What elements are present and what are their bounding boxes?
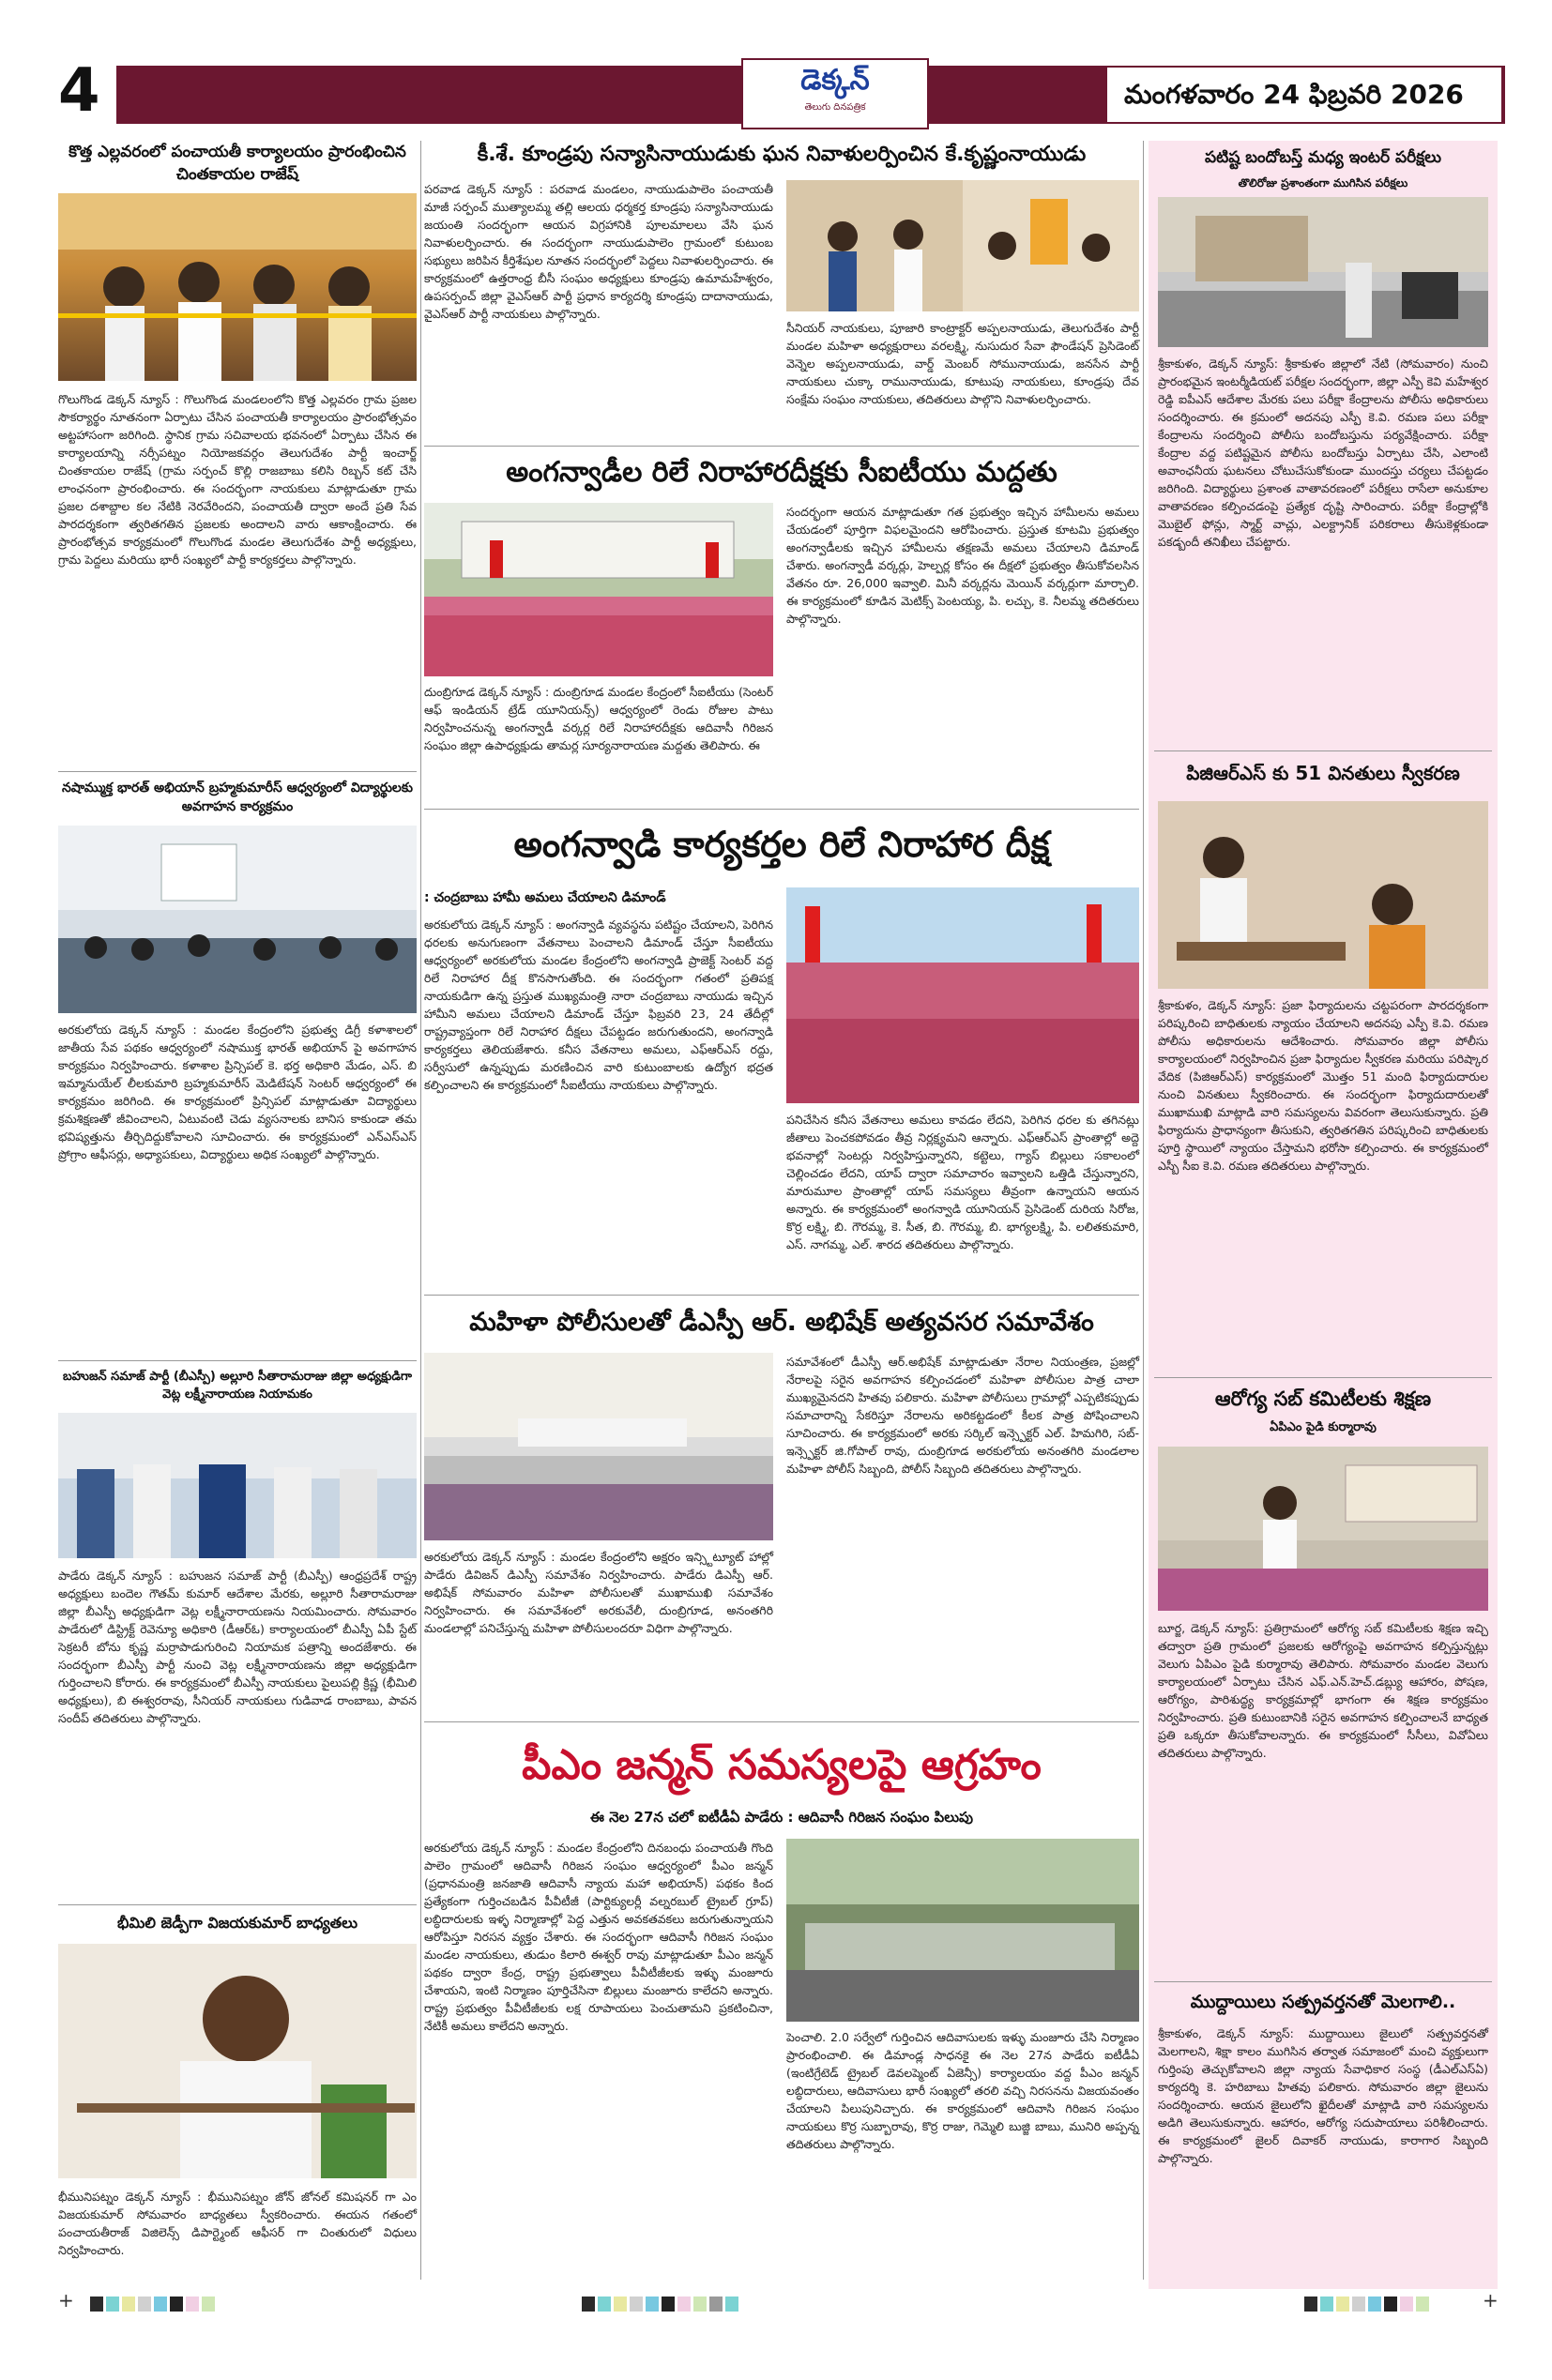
divider xyxy=(1154,750,1492,751)
headline: పటిష్ట బందోబస్త్ మధ్య ఇంటర్ పరీక్షలు xyxy=(1204,148,1442,167)
left-column xyxy=(58,141,417,2268)
crop-mark-left: + xyxy=(58,2289,74,2312)
story-body: శ్రీకాకుళం, డెక్కన్ న్యూస్: ముద్దాయిలు జైలులో సత్ప్రవర్తనతో మెలగాలని, శిక్షా కాలం ముగిసిన తర్వాత సమాజంలో మంచి వ్యక్తులుగా గుర్తింపు తెచ్చుకోవాలని జిల్లా న్యాయ సేవాధికార సంస్థ (డీఎల్ఎస్ఏ) కార్యదర్శి కె. హరిబాబు హితవు పలికారు. సోమవారం జిల్లా జైలును సందర్శించారు. ఆయన జైలులోని ఖైదీలతో మాట్లాడి వారి సమస్యలను అడిగి తెలుసుకున్నారు. ఆహారం, ఆరోగ్య సదుపాయాలు పరిశీలించారు. ఈ కార్యక్రమంలో జైలర్ దివాకర్ నాయుడు, కారాగార సిబ్బంది పాల్గొన్నారు. xyxy=(1158,2026,1488,2165)
story-body-right: సందర్భంగా ఆయన మాట్లాడుతూ గత ప్రభుత్వం ఇచ్చిన హామీలను అమలు చేయడంలో పూర్తిగా విఫలమైందని ఆరోపించారు. ప్రస్తుత కూటమి ప్రభుత్వం అంగన్వాడీలకు ఇచ్చిన హామీలను తక్షణమే అమలు చేయాలని డిమాండ్ చేశారు. అంగన్వాడీ వర్కర్లు, హెల్పర్ల కోసం ఈ దీక్షలో ప్రభుత్వం తీసుకోవలసిన వేతనం రూ. 26,000 ఇవ్వాలి. మినీ వర్కర్లను మెయిన్ వర్కర్లుగా మార్చాలి. ఈ కార్యక్రమంలో కూడిన మెటిక్స్ పెంటయ్య, పి. లచ్చు, కె. నీలమ్మ తదితరులు పాల్గొన్నారు. xyxy=(786,505,1139,626)
appointment-photo xyxy=(58,1413,417,1558)
photo-illustration xyxy=(424,1353,773,1540)
photo-illustration xyxy=(58,1944,417,2178)
photo-illustration xyxy=(58,1413,417,1558)
column-divider xyxy=(1143,141,1144,2280)
story-body-left: దుంబ్రిగూడ డెక్కన్ న్యూస్ : దుంబ్రిగూడ మండల కేంద్రంలో సీఐటీయు (సెంటర్ ఆఫ్ ఇండియన్ ట్రేడ్ యూనియన్స్) ఆధ్వర్యంలో రెండు రోజుల పాటు నిర్వహించనున్న అంగన్వాడీ వర్కర్ల రిలే నిరాహారదీక్షకు ఆదివాసీ గిరిజన సంఘం జిల్లా ఉపాధ్యక్షుడు తామర్ల సూర్యనారాయణ మద్దతు తెలిపారు. ఈ xyxy=(424,685,773,752)
subhead: తొలిరోజు ప్రశాంతంగా ముగిసిన పరీక్షలు xyxy=(1238,176,1408,189)
ribbon-cutting-photo xyxy=(58,193,417,381)
story-body-right: పనిచేసిన కనీస వేతనాలు అమలు కావడం లేదని, పెరిగిన ధరల కు తగినట్లు జీతాలు పెంచకపోవడం తీవ్ర నిర్లక్ష్యమని ఆన్నారు. ఎఫ్ఆర్ఎస్ ప్రాంతాల్లో అద్దె భవనాల్లో సెంటర్లు నిర్వహిస్తున్నారని, కట్టెలు, గ్యాస్ బిల్లులు సకాలంలో చెల్లించడం లేదని, యాప్ ద్వారా సమాచారం ఇవ్వాలని ఒత్తిడి చేస్తున్నారని, మారుమూల ప్రాంతాల్లో యాప్ సమస్యలు తీవ్రంగా ఉన్నాయని ఆయన అన్నారు. ఈ కార్యక్రమంలో అంగన్వాడి యూనియన్ ప్రెసిడెంట్ దురియ సిరోజ, కొర్ర లక్ష్మి, బి. గౌరమ్మ, కె. సీత, బి. గౌరమ్మ, బి. భాగ్యలక్ష్మి, పి. లలితకుమారి, ఎస్. నాగమ్మ, ఎల్. శారద తదితరులు పాల్గొన్నారు. xyxy=(786,1113,1139,1251)
story-body: పాడేరు డెక్కన్ న్యూస్ : బహుజన సమాజ్ పార్టీ (బీఎస్పీ) ఆంధ్రప్రదేశ్ రాష్ట్ర అధ్యక్షులు బందెల గౌతమ్ కుమార్ ఆదేశాల మేరకు, అల్లూరి సీతారామరాజు జిల్లా బీఎస్పీ అధ్యక్షుడిగా వెట్ల లక్ష్మీనారాయణను నియమించారు. సోమవారం పాడేరులో డిస్ట్రిక్ట్ రెవెన్యూ అధికారి (డీఆర్ఓ) కార్యాలయంలో బీఎస్పీ ఏపీ స్టేట్ సెక్రటరీ బోను కృష్ణ మర్రాపాడుగురించి నియామక పత్రాన్ని అందజేశారు. ఈ సందర్భంగా బీఎస్పీ పార్టీ నుంచి వెట్ల లక్ష్మీనారాయణను జిల్లా అధ్యక్షుడిగా గుర్తించాలని కోరారు. ఈ కార్యక్రమంలో బీఎస్పీ నాయకులు పైలుపల్లి క్రిష్ణ (భీమిలి అధ్యక్షులు), బి ఈశ్వరరావు, సీనియర్ నాయకులు గుడివాడ రాంబాబు, పావన సందీప్ తదితరులు పాల్గొన్నారు. xyxy=(58,1569,417,1725)
story-body: పరవాడ డెక్కన్ న్యూస్ : పరవాడ మండలం, నాయుడుపాలెం పంచాయతీ మాజీ సర్పంచ్ ముత్యాలమ్మ తల్లి ఆలయ ధర్మకర్త కూండ్రపు సన్యాసినాయుడు జయంతి సందర్భంగా ఆయన విగ్రహానికి పూలమాలలు వేసి ఘన నివాళులర్పించారు. ఈ సందర్భంగా నాయుడుపాలెం గ్రామంలో కుటుంబ సభ్యులు జరిపిన కీర్తిశేషుల నూతన సందర్భంలో పెద్దలు నివాళులర్పించారు. ఈ కార్యక్రమంలో ఉత్తరాంధ్ర బీసీ సంఘం అధ్యక్షులు కూండ్రపు ఉమామహేశ్వరం, ఉపసర్పంచ్ జిల్లా వైఎస్ఆర్ పార్టీ ప్రధాన కార్యదర్శి కూండ్రపు దాదానాయుడు, వైఎస్ఆర్ పార్టీ నాయకులు పాల్గొన్నారు. xyxy=(424,182,773,321)
story-caption: సీనియర్ నాయకులు, పూజారి కాంట్రాక్టర్ అప్పలనాయుడు, తెలుగుదేశం పార్టీ మండల మహిళా అధ్యక్షురాలు వరలక్ష్మి, నుసుదుర సేవా ఫౌండేషన్ ప్రెసిడెంట్ వెన్నెల అప్పలనాయుడు, వార్డ్ మెంబర్ సోమునాయుడు, జనసేన పార్టీ నాయకులు చుక్కా రామునాయుడు, కూటుపు నాయకులు, కూండ్రపు దేవ సంక్షేమ సంఘం నాయకులు, తదితరులు పాల్గొని నివాళులర్పించారు. xyxy=(786,321,1139,406)
story-body: శ్రీకాకుళం, డెక్కన్ న్యూస్: శ్రీకాకుళం జిల్లాలో నేటి (సోమవారం) నుంచి ప్రారంభమైన ఇంటర్మీడియట్ పరీక్షల సందర్భంగా, జిల్లా ఎస్పీ కెవి మహేశ్వర రెడ్డి ఐపీఎస్ ఆదేశాల మేరకు పలు పరీక్షా కేంద్రాలను పోలీసు అధికారులు సందర్శించారు. ఈ క్రమంలో అదనపు ఎస్పీ కె.వి. రమణ పలు పరీక్షా కేంద్రాలను సందర్శించి పోలీసు బందోబస్తును పర్యవేక్షించారు. పరీక్షా కేంద్రాల వద్ద పటిష్టమైన పోలీసు బందోబస్తు ఏర్పాటు చేసి, ఎలాంటి అవాంఛనీయ ఘటనలు చోటుచేసుకోకుండా ముందస్తు చర్యలు చేపట్టడం జరిగింది. విద్యార్థులు ప్రశాంత వాతావరణంలో పరీక్షలు రాసేలా అనుకూల వాతావరణం కల్పించడంపై ప్రత్యేక దృష్టి సారించారు. పరీక్షా కేంద్రాల్లోకి మొబైల్ ఫోన్లు, స్మార్ట్ వాచ్లు, ఎలక్ట్రానిక్ పరికరాలు తీసుకెళ్లకుండా పకడ్బందీ తనిఖీలు చేపట్టారు. xyxy=(1158,356,1488,549)
meeting-photo xyxy=(424,1353,773,1540)
tribal-protest-photo xyxy=(786,1839,1139,2022)
column-divider xyxy=(420,141,421,2280)
story-body-right: సమావేశంలో డీఎస్పీ ఆర్.అభిషేక్ మాట్లాడుతూ నేరాల నియంత్రణ, ప్రజల్లో నేరాలపై సరైన అవగాహన కల్పించడంలో మహిళా పోలీసుల పాత్ర చాలా ముఖ్యమైనదని హితవు పలికారు. మహిళా పోలీసులు గ్రామాల్లో ఎప్పటికప్పుడు సమాచారాన్ని సేకరిస్తూ నేరాలను అరికట్టడంలో కీలక పాత్ర పోషించాలని సూచించారు. ఈ కార్యక్రమంలో అరకు సర్కిల్ ఇన్స్పెక్టర్ ఎల్. హిమగిరి, సబ్-ఇన్స్పెక్టర్ జి.గోపాల్ రావు, దుంబ్రిగూడ అరకులోయ అనంతగిరి మండలాల మహిళా పోలీస్ సిబ్బంది, పోలీస్ సిబ్బంది తదితరులు పాల్గొన్నారు. xyxy=(786,1355,1139,1476)
left-story-1 xyxy=(58,141,417,567)
right-column xyxy=(1149,141,1498,2289)
masthead-title: డెక్కన్ xyxy=(800,64,870,97)
divider xyxy=(1154,1981,1492,1982)
protest-photo xyxy=(424,503,773,676)
headline: కీ.శే. కూండ్రపు సన్యాసినాయుడుకు ఘన నివాళులర్పించిన కే.కృష్ణంనాయుడు xyxy=(477,143,1087,166)
headline: అంగన్వాడీల రిలే నిరాహారదీక్షకు సీఐటీయు మద్దతు xyxy=(506,456,1057,489)
story-body-right: పెంచాలి. 2.0 సర్వేలో గుర్తించిన ఆదివాసులకు ఇళ్ళు మంజూరు చేసి నిర్మాణం ప్రారంభించాలి. ఈ డిమాండ్ల సాధనకై ఈ నెల 27న పాడేరు ఐటీడీఏ (ఇంటిగ్రేటెడ్ ట్రైబల్ డెవలప్మెంట్ ఏజెన్సీ) కార్యాలయం వద్ద పీఎం జన్మన్ లబ్ధిదారులు, ఆదివాసులు భారీ సంఖ్యలో తరలి వచ్చి నిరసనను విజయవంతం చేయాలని పిలుపునిచ్చారు. ఈ కార్యక్రమంలో ఆదివాసి గిరిజన సంఘం నాయకులు కొర్ర సుబ్బారావు, కొర్ర రాజు, గెమ్మెలి బుజ్జి బాబు, మునిరి అప్పన్న తదితరులు పాల్గొన్నారు. xyxy=(786,2030,1139,2151)
tribute-photo xyxy=(786,180,1139,311)
page-number: 4 xyxy=(58,56,100,126)
subhead: ఈ నెల 27న చలో ఐటీడీఏ పాడేరు : ఆదివాసీ గిరిజన సంఘం పిలుపు xyxy=(590,1809,973,1826)
photo-illustration xyxy=(1158,197,1488,347)
left-story-3 xyxy=(58,1368,417,1725)
story-body-left: అరకులోయ డెక్కన్ న్యూస్ : మండల కేంద్రంలోని దినబంధు పంచాయతీ గొంది పాలెం గ్రామంలో ఆదివాసీ గిరిజన సంఘం ఆధ్వర్యంలో పీఎం జన్మన్ (ప్రధానమంత్రి జనజాతి ఆదివాసీ న్యాయ మహా అభియాన్) పథకం కింద ప్రత్యేకంగా గుర్తించబడిన పీవీటీజీ (పార్టిక్యులర్లీ వల్నరబుల్ ట్రైబల్ గ్రూప్) లబ్ధిదారులకు ఇళ్ళ నిర్మాణాల్లో పెద్ద ఎత్తున అవకతవకలు జరుగుతున్నాయని ఆరోపిస్తూ నిరసన వ్యక్తం చేశారు. ఈ సందర్భంగా ఆదివాసీ గిరిజన సంఘం మండల నాయకులు, తుడుం కిలారి ఈశ్వర్ రావు మాట్లాడుతూ పీఎం జన్మన్ పథకం ద్వారా కేంద్ర, రాష్ట్ర ప్రభుత్వాలు పీవీటీజీలకు ఇళ్ళు మంజూరు చేశాయని, ఇంటి నిర్మాణం పూర్తిచేసినా బిల్లులు మంజూరు కాలేదని అన్నారు. రాష్ట్ర ప్రభుత్వం పీవీటీజీలకు లక్ష రూపాయలు పెంచుతామని ప్రకటించినా, నేటికీ అమలు కాలేదని అన్నారు. xyxy=(424,1841,773,2033)
divider xyxy=(424,1295,1139,1296)
color-bar-right xyxy=(1304,2297,1432,2312)
story-body: భీమునిపట్నం డెక్కన్ న్యూస్ : భీమునిపట్నం జోన్ జోనల్ కమిషనర్ గా ఎం విజయకుమార్ సోమవారం బాధ్యతలు స్వీకరించారు. ఈయన గతంలో పంచాయతీరాజ్ విజిలెన్స్ డిపార్ట్మెంట్ ఆఫీసర్ గా చింతురులో విధులు నిర్వహించారు. xyxy=(58,2190,417,2257)
left-story-2 xyxy=(58,779,417,1161)
exam-center-photo xyxy=(1158,197,1488,347)
divider xyxy=(424,809,1139,810)
divider xyxy=(58,1360,417,1361)
divider xyxy=(58,771,417,772)
photo-illustration xyxy=(424,503,773,676)
photo-illustration xyxy=(786,1839,1139,2022)
headline: ముద్దాయిలు సత్ప్రవర్తనతో మెలగాలి.. xyxy=(1190,1992,1456,2012)
photo-illustration xyxy=(58,193,417,381)
story-body: గొలుగొండ డెక్కన్ న్యూస్ : గొలుగొండ మండలంలోని కొత్త ఎల్లవరం గ్రామ ప్రజల సౌకర్యార్థం నూతనంగా ఏర్పాటు చేసిన పంచాయతీ కార్యాలయం ప్రారంభోత్సవం అట్టహాసంగా జరిగింది. స్థానిక గ్రామ సచివాలయ భవనంలో ఏర్పాటు చేసిన ఈ కార్యాలయాన్ని నర్సీపట్నం నియోజకవర్గం తెలుగుదేశం పార్టీ ఇంచార్జ్ చింతకాయల రాజేష్ (గ్రామ సర్పంచ్ కొల్లి రాజబాబు కలిసి రిబ్బన్ కట్ చేసి లాంఛనంగా ప్రారంభించారు. ఈ సందర్భంగా నాయకులు మాట్లాడుతూ గ్రామ ప్రజల దశాబ్దాల కల నేటికి నెరవేరిందని, పంచాయతీ ద్వారా అందే ప్రతి సేవ పారదర్శకంగా త్వరితగతిన ప్రజలకు అందాలని వారు ఆకాంక్షించారు. ఈ ప్రారంభోత్సవ కార్యక్రమంలో గొలుగొండ మండల తెలుగుదేశం పార్టీ అధ్యక్షులు, గ్రామ పెద్దలు మరియు భారీ సంఖ్యలో పార్టీ కార్యకర్తలు పాల్గొన్నారు. xyxy=(58,392,417,567)
issue-date: మంగళవారం 24 ఫిబ్రవరి 2026 xyxy=(1107,68,1501,122)
headline: భీమిలి జెడ్పీగా విజయకుమార్ బాధ్యతలు xyxy=(116,1914,358,1932)
crop-mark-right: + xyxy=(1483,2289,1499,2312)
photo-illustration xyxy=(58,826,417,1013)
classroom-photo xyxy=(58,826,417,1013)
divider xyxy=(58,1904,417,1905)
left-story-4 xyxy=(58,1912,417,2257)
divider xyxy=(424,446,1139,447)
headline: పిజిఆర్ఎస్ కు 51 వినతులు స్వీకరణ xyxy=(1186,762,1460,784)
divider xyxy=(424,1721,1139,1722)
hunger-strike-photo xyxy=(786,887,1139,1103)
headline: కొత్త ఎల్లవరంలో పంచాయతీ కార్యాలయం ప్రారంభించిన చింతకాయల రాజేష్ xyxy=(68,143,406,184)
headline: నషామ్ముక్త భారత్ అభియాన్ బ్రహ్మకుమారీస్ ఆధ్వర్యంలో విద్యార్థులకు అవగాహన కార్యక్రమం xyxy=(61,781,413,814)
masthead-logo xyxy=(741,58,929,129)
headline: బహుజన్ సమాజ్ పార్టీ (బీఎస్పీ) అల్లూరి సీతారామరాజు జిల్లా అధ్యక్షుడిగా వెట్ల లక్ష్మీనారాయణ నియామకం xyxy=(62,1370,413,1402)
headline: పీఎం జన్మన్ సమస్యలపై ఆగ్రహం xyxy=(522,1741,1042,1789)
photo-illustration xyxy=(1158,1447,1488,1611)
story-body: అరకులోయ డెక్కన్ న్యూస్ : మండల కేంద్రంలోని ప్రభుత్వ డిగ్రీ కళాశాలలో జాతీయ సేవ పథకం ఆధ్వర్యంలో నషాముక్త భారత్ అభియాన్ పై అవగాహన కార్యక్రమం నిర్వహించారు. కళాశాల ప్రిన్సిపల్ కె. భర్త అధికారి మేడం, ఎస్. బి ఇమ్మానుయేల్ లీలకుమారి బ్రహ్మకుమారీస్ మెడిటేషన్ సెంటర్ ఆధ్వర్యంలో ఈ కార్యక్రమం జరిగింది. ఈ కార్యక్రమంలో ప్రిన్సిపల్ మాట్లాడుతూ విద్యార్థులు క్రమశిక్షణతో జీవించాలని, ఏటువంటి చెడు వ్యసనాలకు బానిస కాకుండా తమ భవిష్యత్తును తీర్చిదిద్దుకోవాలని సూచించారు. ఈ కార్యక్రమంలో ఎన్ఎస్ఎస్ ప్రోగ్రాం ఆఫీసర్లు, అధ్యాపకులు, విద్యార్థులు అధిక సంఖ్యలో పాల్గొన్నారు. xyxy=(58,1023,417,1161)
officer-photo xyxy=(58,1944,417,2178)
photo-illustration xyxy=(1158,801,1488,989)
story-body-left: అరకులోయ డెక్కన్ న్యూస్ : అంగన్వాడి వ్యవస్థను పటిష్టం చేయాలని, పెరిగిన ధరలకు అనుగుణంగా వేతనాలు పెంచాలని డిమాండ్ చేస్తూ సీఐటీయు ఆధ్వర్యంలో అరకులోయ మండల కేంద్రంలోని అంగన్వాడి ప్రాజెక్ట్ సెంటర్ వద్ద రిలే నిరాహార దీక్ష కొనసాగుతోంది. ఈ సందర్భంగా గతంలో ప్రతిపక్ష నాయకుడిగా ఉన్న ప్రస్తుత ముఖ్యమంత్రి నారా చంద్రబాబు నాయుడు ఇచ్చిన హామీని అమలు చేయాలని డిమాండ్ చేస్తూ ఫిబ్రవరి 23, 24 తేదీల్లో రాష్ట్రవ్యాప్తంగా రిలే నిరాహార దీక్షలు చేపట్టడం జరుగుతుందని, అంగన్వాడి కార్యకర్తలు తెలియజేశారు. కనీస వేతనాలు అమలు, ఎఫ్ఆర్ఎస్ రద్దు, సర్వీసులో ఉన్నప్పుడు మరణించిన వారి కుటుంబాలకు ఉద్యోగ భద్రత కల్పించాలని ఈ కార్యక్రమంలో సీఐటీయు నాయకులు పాల్గొన్నారు. xyxy=(424,917,773,1092)
photo-illustration xyxy=(786,887,1139,1103)
color-bar-left xyxy=(90,2297,218,2312)
divider xyxy=(1154,1377,1492,1378)
grievance-photo xyxy=(1158,801,1488,989)
story-body-left: అరకులోయ డెక్కన్ న్యూస్ : మండల కేంద్రంలోని అక్షరం ఇన్స్టిట్యూట్ హాల్లో పాడేరు డివిజన్ డిఎస్పీ సమావేశం నిర్వహించారు. పాడేరు డిఎస్పీ ఆర్. అభిషేక్ సోమవారం మహిళా పోలీసులతో ముఖాముఖి సమావేశం నిర్వహించారు. ఈ సమావేశంలో అరకువేలీ, దుంబ్రిగూడ, అనంతగిరి మండలాల్లో పనిచేస్తున్న మహిళా పోలీసులందరూ విధిగా పాల్గొన్నారు. xyxy=(424,1550,773,1635)
headline: ఆరోగ్య సబ్ కమిటీలకు శిక్షణ xyxy=(1214,1387,1432,1410)
story-body: బూర్జ, డెక్కన్ న్యూస్: ప్రతిగ్రామంలో ఆరోగ్య సబ్ కమిటీలకు శిక్షణ ఇచ్చి తద్వారా ప్రతి గ్రామంలో ప్రజలకు ఆరోగ్యంపై అవగాహన కల్పిస్తున్నట్లు వెలుగు ఏపిఎం పైడి కుర్మారావు తెలిపారు. సోమవారం మండల వెలుగు కార్యాలయంలో ఏర్పాటు చేసిన ఎఫ్.ఎన్.హెచ్.డబ్ల్యు ఆహారం, పోషణ, ఆరోగ్యం, పారిశుద్ధ్య కార్యక్రమాల్లో భాగంగా ఈ శిక్షణ కార్యక్రమం నిర్వహించారు. ప్రతి కుటుంబానికి సరైన అవగాహన కల్పించాలనే బాధ్యత ప్రతి ఒక్కరూ తీసుకోవాలన్నారు. ఈ కార్యక్రమంలో సీసీలు, వివోఏలు తదితరులు పాల్గొన్నారు. xyxy=(1158,1621,1488,1760)
story-body: శ్రీకాకుళం, డెక్కన్ న్యూస్: ప్రజా ఫిర్యాదులను చట్టపరంగా పారదర్శకంగా పరిష్కరించి బాధితులకు న్యాయం చేయాలని అదనపు ఎస్పీ కె.వి. రమణ పోలీసు అధికారులను ఆదేశించారు. సోమవారం జిల్లా పోలీసు కార్యాలయంలో నిర్వహించిన ప్రజా ఫిర్యాదుల స్వీకరణ మరియు పరిష్కార వేదిక (పిజిఆర్ఎస్) కార్యక్రమంలో మొత్తం 51 మంది ఫిర్యాదుదారుల నుంచి వినతులు స్వీకరించారు. ఈ సందర్భంగా ఫిర్యాదుదారులతో ముఖాముఖి మాట్లాడి వారి సమస్యలను వివరంగా తెలుసుకున్నారు. ప్రతి ఫిర్యాదును ప్రాధాన్యంగా తీసుకుని, త్వరితగతిన పరిష్కరించి బాధితులకు పూర్తి స్థాయిలో న్యాయం చేస్తామని భరోసా కల్పించారు. ఈ కార్యక్రమంలో ఎస్బీ సీఐ కె.వి. రమణ తదితరులు పాల్గొన్నారు. xyxy=(1158,998,1488,1173)
color-bar-center xyxy=(582,2297,741,2312)
masthead-subtitle: తెలుగు దినపత్రిక xyxy=(804,102,866,113)
subhead: ఏపిఎం పైడి కుర్మారావు xyxy=(1270,1420,1377,1434)
headline: అంగన్వాడి కార్యకర్తల రిలే నిరాహార దీక్ష xyxy=(513,824,1050,865)
subhead: : చంద్రబాబు హామీ అమలు చేయాలని డిమాండ్ xyxy=(424,890,666,905)
headline: మహిళా పోలీసులతో డీఎస్పీ ఆర్. అభిషేక్ అత్యవసర సమావేశం xyxy=(469,1308,1094,1337)
photo-illustration xyxy=(786,180,1139,311)
training-photo xyxy=(1158,1447,1488,1611)
